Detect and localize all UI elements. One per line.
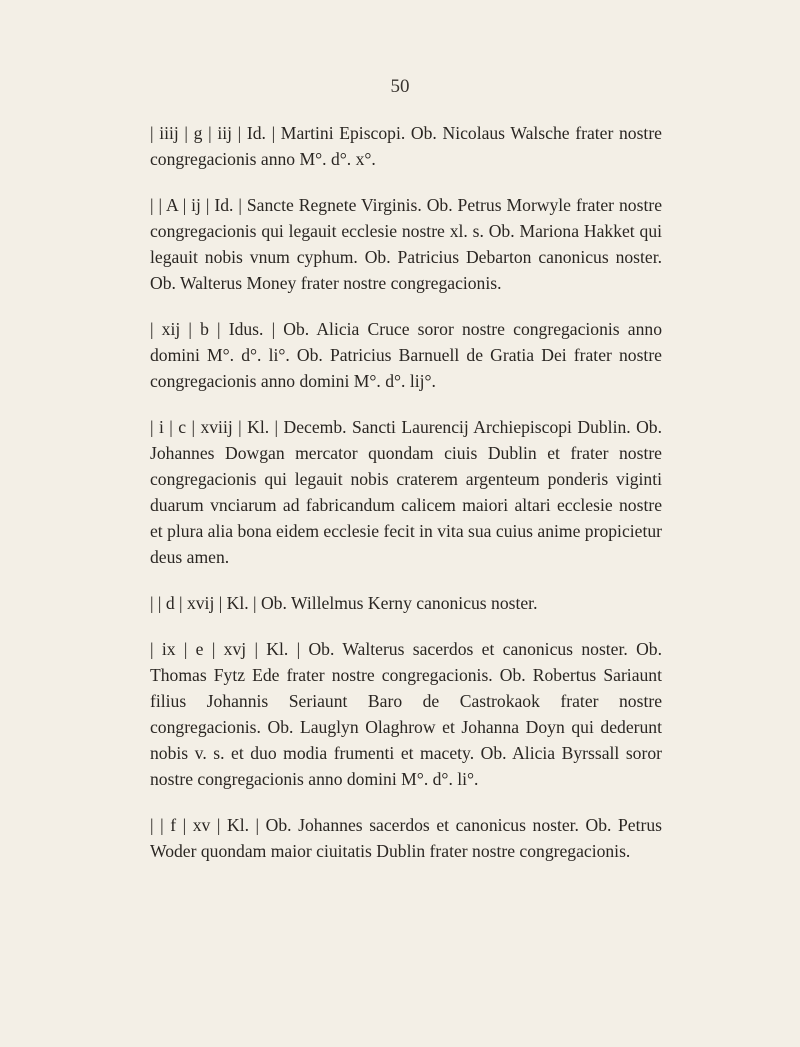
calendar-entry: | i | c | xviij | Kl. | Decemb. Sancti Laurencij Archiepiscopi Dublin. Ob. Johannes Dowgan mercator quondam ciuis Dublin et frater nostre congregacionis qui legauit nobis craterem argenteum ponderis viginti duarum vnciarum ad fabricandum calicem maiori altari ecclesie nostre et plura alia bona eidem ecclesie fecit in vita sua cuius anime propicietur deus amen.	[150, 417, 662, 567]
calendar-entry: | | d | xvij | Kl. | Ob. Willelmus Kerny canonicus noster.	[150, 593, 538, 613]
calendar-entries	[150, 120, 662, 884]
page-number: 50	[390, 76, 410, 97]
calendar-entry: | ix | e | xvj | Kl. | Ob. Walterus sacerdos et canonicus noster. Ob. Thomas Fytz Ede frater nostre congregacionis. Ob. Robertus Sariaunt filius Johannis Seriaunt Baro de Castrokaok frater nostre congregacionis. Ob. Lauglyn Olaghrow et Johanna Doyn qui dederunt nobis v. s. et duo modia frumenti et macety. Ob. Alicia Byrssall soror nostre congregacionis anno domini M°. d°. li°.	[150, 639, 662, 789]
calendar-entry: | iiij | g | iij | Id. | Martini Episcopi. Ob. Nicolaus Walsche frater nostre congregacionis anno M°. d°. x°.	[150, 123, 662, 169]
calendar-entry: | | A | ij | Id. | Sancte Regnete Virginis. Ob. Petrus Morwyle frater nostre congregacionis qui legauit ecclesie nostre xl. s. Ob. Mariona Hakket qui legauit nobis vnum cyphum. Ob. Patricius Debarton canonicus noster. Ob. Walterus Money frater nostre congregacionis.	[150, 195, 662, 293]
calendar-entry: | | f | xv | Kl. | Ob. Johannes sacerdos et canonicus noster. Ob. Petrus Woder quondam maior ciuitatis Dublin frater nostre congregacionis.	[150, 815, 662, 861]
calendar-entry: | xij | b | Idus. | Ob. Alicia Cruce soror nostre congregacionis anno domini M°. d°. li°. Ob. Patricius Barnuell de Gratia Dei frater nostre congregacionis anno domini M°. d°. lij°.	[150, 319, 662, 391]
